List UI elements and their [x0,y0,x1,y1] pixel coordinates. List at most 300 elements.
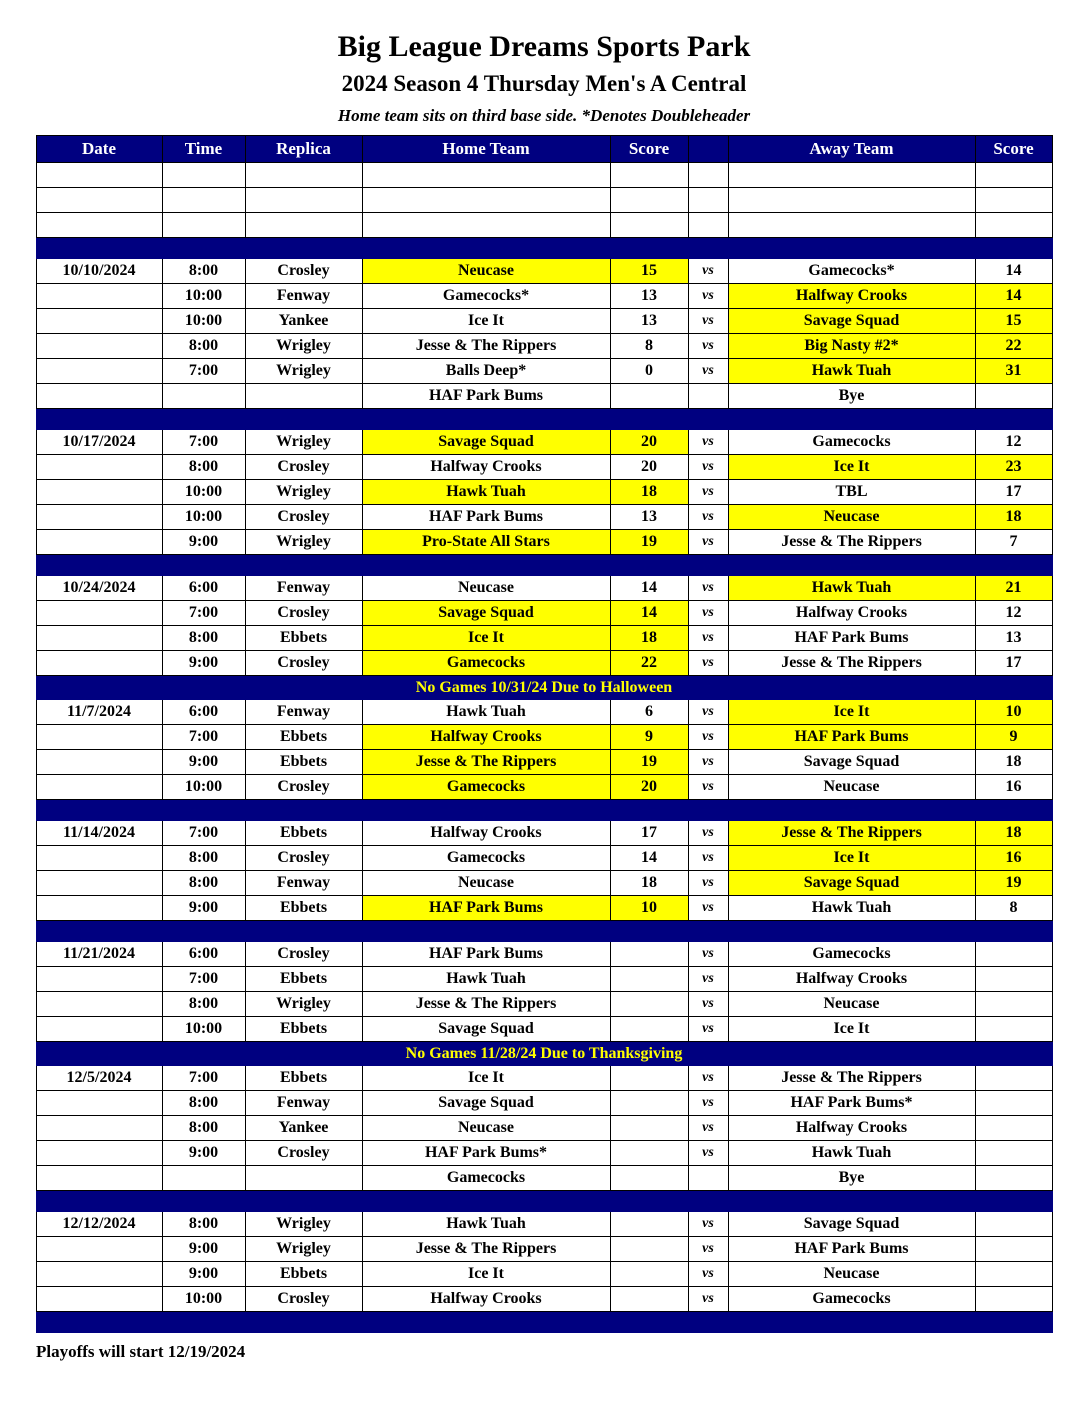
date-cell [36,1116,162,1141]
date-cell [36,188,162,213]
replica-cell: Crosley [245,846,362,871]
away-cell: Hawk Tuah [728,1141,975,1166]
date-cell [36,284,162,309]
separator-row [36,555,1052,576]
home-score-cell [610,1212,688,1237]
home-score-cell: 14 [610,601,688,626]
separator-row [36,1191,1052,1212]
date-cell [36,775,162,800]
date-cell: 10/17/2024 [36,430,162,455]
vs-cell: vs [688,530,728,555]
home-cell: Savage Squad [362,601,610,626]
time-cell: 10:00 [162,480,245,505]
away-cell [728,163,975,188]
home-cell: Gamecocks [362,1166,610,1191]
away-score-cell [975,213,1052,238]
home-score-cell [610,942,688,967]
home-score-cell [610,1287,688,1312]
home-cell: Ice It [362,1262,610,1287]
away-cell: Jesse & The Rippers [728,530,975,555]
date-cell [36,480,162,505]
time-cell: 8:00 [162,259,245,284]
schedule-table [36,135,1053,1333]
date-cell [36,725,162,750]
replica-cell: Wrigley [245,992,362,1017]
notice-cell: No Games 11/28/24 Due to Thanksgiving [36,1042,1052,1066]
away-score-cell [975,1116,1052,1141]
replica-cell: Fenway [245,1091,362,1116]
home-score-cell: 17 [610,821,688,846]
replica-cell: Wrigley [245,359,362,384]
date-cell [36,967,162,992]
replica-cell: Wrigley [245,334,362,359]
replica-cell: Crosley [245,775,362,800]
home-score-cell: 18 [610,626,688,651]
header-vs [688,136,728,163]
game-row [36,455,1052,480]
date-cell [36,871,162,896]
game-row [36,1066,1052,1091]
time-cell: 8:00 [162,1212,245,1237]
away-cell: Gamecocks [728,1287,975,1312]
home-score-cell: 20 [610,430,688,455]
home-cell: HAF Park Bums [362,384,610,409]
home-score-cell: 19 [610,530,688,555]
away-score-cell: 12 [975,601,1052,626]
separator-cell [36,1191,1052,1212]
separator-cell [36,921,1052,942]
home-score-cell: 20 [610,455,688,480]
vs-cell: vs [688,1141,728,1166]
away-cell: Savage Squad [728,750,975,775]
replica-cell: Ebbets [245,750,362,775]
away-score-cell: 13 [975,626,1052,651]
time-cell: 7:00 [162,1066,245,1091]
date-cell [36,1166,162,1191]
replica-cell [245,213,362,238]
replica-cell: Crosley [245,651,362,676]
replica-cell [245,188,362,213]
time-cell: 8:00 [162,871,245,896]
replica-cell: Ebbets [245,1262,362,1287]
home-score-cell: 13 [610,309,688,334]
time-cell: 9:00 [162,651,245,676]
game-row [36,359,1052,384]
home-score-cell: 13 [610,284,688,309]
away-cell: Gamecocks* [728,259,975,284]
away-score-cell [975,163,1052,188]
replica-cell: Crosley [245,601,362,626]
time-cell: 9:00 [162,1237,245,1262]
vs-cell: vs [688,359,728,384]
separator-row [36,800,1052,821]
home-cell: Ice It [362,1066,610,1091]
home-cell: Ice It [362,626,610,651]
date-cell [36,896,162,921]
replica-cell: Ebbets [245,725,362,750]
game-row [36,871,1052,896]
game-row [36,992,1052,1017]
vs-cell [688,188,728,213]
header-home-team: Home Team [362,136,610,163]
away-score-cell: 19 [975,871,1052,896]
blank-row [36,188,1052,213]
game-row [36,1262,1052,1287]
vs-cell: vs [688,821,728,846]
home-cell: HAF Park Bums* [362,1141,610,1166]
game-row [36,309,1052,334]
time-cell: 7:00 [162,601,245,626]
vs-cell: vs [688,775,728,800]
game-row [36,942,1052,967]
game-row [36,259,1052,284]
header-date: Date [36,136,162,163]
home-cell: Ice It [362,309,610,334]
home-score-cell: 9 [610,725,688,750]
vs-cell: vs [688,967,728,992]
page-subtitle: 2024 Season 4 Thursday Men's A Central [341,71,747,96]
date-cell [36,1091,162,1116]
vs-cell: vs [688,1262,728,1287]
home-score-cell: 20 [610,775,688,800]
schedule-body [36,163,1052,1333]
vs-cell: vs [688,846,728,871]
date-cell [36,601,162,626]
home-score-cell [610,1017,688,1042]
home-score-cell: 8 [610,334,688,359]
home-cell: Jesse & The Rippers [362,334,610,359]
game-row [36,1017,1052,1042]
away-score-cell: 15 [975,309,1052,334]
separator-row [36,409,1052,430]
time-cell: 7:00 [162,725,245,750]
separator-row [36,921,1052,942]
home-cell: Savage Squad [362,1017,610,1042]
game-row [36,775,1052,800]
time-cell: 10:00 [162,1017,245,1042]
replica-cell: Ebbets [245,967,362,992]
away-cell: HAF Park Bums* [728,1091,975,1116]
replica-cell: Wrigley [245,1212,362,1237]
home-score-cell [610,1091,688,1116]
away-score-cell [975,967,1052,992]
game-row [36,1116,1052,1141]
away-score-cell [975,1287,1052,1312]
away-score-cell [975,1017,1052,1042]
time-cell: 10:00 [162,505,245,530]
time-cell [162,1166,245,1191]
away-cell: Halfway Crooks [728,601,975,626]
replica-cell: Fenway [245,700,362,725]
away-score-cell: 14 [975,259,1052,284]
away-score-cell: 16 [975,846,1052,871]
vs-cell: vs [688,334,728,359]
home-cell: HAF Park Bums [362,942,610,967]
time-cell: 10:00 [162,1287,245,1312]
home-score-cell: 13 [610,505,688,530]
vs-cell: vs [688,992,728,1017]
time-cell: 9:00 [162,530,245,555]
schedule-note: Home team sits on third base side. *Denotes Doubleheader [337,106,751,125]
date-cell [36,626,162,651]
vs-cell: vs [688,750,728,775]
away-score-cell: 31 [975,359,1052,384]
away-cell: Ice It [728,846,975,871]
time-cell: 8:00 [162,1116,245,1141]
away-score-cell [975,188,1052,213]
away-score-cell: 9 [975,725,1052,750]
home-cell: Gamecocks [362,651,610,676]
date-cell [36,359,162,384]
date-cell [36,651,162,676]
vs-cell: vs [688,1287,728,1312]
date-cell [36,1237,162,1262]
replica-cell: Wrigley [245,530,362,555]
notice-row [36,676,1052,700]
away-cell: Gamecocks [728,942,975,967]
game-row [36,480,1052,505]
game-row [36,576,1052,601]
vs-cell: vs [688,576,728,601]
playoffs-footer: Playoffs will start 12/19/2024 [36,1342,246,1361]
away-cell [728,213,975,238]
game-row [36,821,1052,846]
vs-cell: vs [688,259,728,284]
vs-cell: vs [688,1017,728,1042]
home-cell: Halfway Crooks [362,455,610,480]
away-score-cell [975,1091,1052,1116]
date-cell: 11/7/2024 [36,700,162,725]
time-cell: 7:00 [162,967,245,992]
date-cell [36,309,162,334]
date-cell [36,1262,162,1287]
away-cell: Jesse & The Rippers [728,651,975,676]
away-score-cell: 18 [975,821,1052,846]
vs-cell: vs [688,896,728,921]
time-cell: 8:00 [162,846,245,871]
away-cell: Neucase [728,505,975,530]
away-cell: Bye [728,384,975,409]
time-cell: 7:00 [162,821,245,846]
away-cell: Big Nasty #2* [728,334,975,359]
away-cell: Hawk Tuah [728,359,975,384]
time-cell: 9:00 [162,1141,245,1166]
date-cell: 10/24/2024 [36,576,162,601]
game-row [36,505,1052,530]
home-score-cell: 6 [610,700,688,725]
home-cell: Hawk Tuah [362,1212,610,1237]
home-score-cell: 19 [610,750,688,775]
away-score-cell: 16 [975,775,1052,800]
header-score-home: Score [610,136,688,163]
game-row [36,284,1052,309]
time-cell: 10:00 [162,309,245,334]
vs-cell [688,213,728,238]
game-row [36,725,1052,750]
away-score-cell: 12 [975,430,1052,455]
date-cell [36,334,162,359]
home-cell: Halfway Crooks [362,821,610,846]
replica-cell: Crosley [245,505,362,530]
home-score-cell: 14 [610,576,688,601]
home-cell: Hawk Tuah [362,967,610,992]
home-score-cell: 18 [610,480,688,505]
time-cell: 9:00 [162,896,245,921]
away-cell: Halfway Crooks [728,284,975,309]
away-score-cell: 8 [975,896,1052,921]
game-row [36,846,1052,871]
date-cell [36,750,162,775]
home-score-cell: 22 [610,651,688,676]
home-cell: Hawk Tuah [362,700,610,725]
vs-cell: vs [688,309,728,334]
away-score-cell [975,1237,1052,1262]
header-score-away: Score [975,136,1052,163]
time-cell: 10:00 [162,775,245,800]
home-score-cell: 10 [610,896,688,921]
replica-cell: Ebbets [245,821,362,846]
home-score-cell [610,1066,688,1091]
home-score-cell: 14 [610,846,688,871]
away-score-cell: 14 [975,284,1052,309]
game-row [36,1237,1052,1262]
notice-row [36,1042,1052,1066]
away-cell: Ice It [728,700,975,725]
away-score-cell: 22 [975,334,1052,359]
away-score-cell: 7 [975,530,1052,555]
date-cell [36,384,162,409]
home-cell: HAF Park Bums [362,505,610,530]
replica-cell: Wrigley [245,480,362,505]
separator-cell [36,555,1052,576]
replica-cell: Wrigley [245,430,362,455]
away-cell: Savage Squad [728,871,975,896]
home-cell: Neucase [362,1116,610,1141]
time-cell: 9:00 [162,750,245,775]
away-cell: Ice It [728,455,975,480]
home-score-cell [610,384,688,409]
game-row [36,530,1052,555]
replica-cell: Crosley [245,259,362,284]
replica-cell: Fenway [245,284,362,309]
time-cell: 7:00 [162,359,245,384]
separator-row [36,238,1052,259]
home-cell: Jesse & The Rippers [362,992,610,1017]
header-row [36,136,1052,163]
replica-cell [245,384,362,409]
home-score-cell [610,1237,688,1262]
header-replica: Replica [245,136,362,163]
game-row [36,700,1052,725]
time-cell: 8:00 [162,1091,245,1116]
date-cell [36,530,162,555]
replica-cell [245,1166,362,1191]
vs-cell: vs [688,1116,728,1141]
vs-cell: vs [688,942,728,967]
game-row [36,1141,1052,1166]
date-cell [36,1017,162,1042]
replica-cell: Fenway [245,576,362,601]
game-row [36,1212,1052,1237]
replica-cell: Ebbets [245,1066,362,1091]
time-cell [162,213,245,238]
away-cell: Jesse & The Rippers [728,1066,975,1091]
away-score-cell: 17 [975,480,1052,505]
vs-cell: vs [688,455,728,480]
vs-cell: vs [688,626,728,651]
game-row [36,896,1052,921]
date-cell: 10/10/2024 [36,259,162,284]
away-cell: HAF Park Bums [728,626,975,651]
away-score-cell [975,384,1052,409]
home-cell: Hawk Tuah [362,480,610,505]
time-cell: 6:00 [162,576,245,601]
away-cell: Halfway Crooks [728,967,975,992]
home-cell [362,213,610,238]
home-score-cell [610,1116,688,1141]
vs-cell: vs [688,1212,728,1237]
away-cell: Neucase [728,775,975,800]
home-cell: Neucase [362,576,610,601]
home-cell: Gamecocks [362,775,610,800]
replica-cell: Yankee [245,1116,362,1141]
date-cell [36,1287,162,1312]
date-cell [36,1141,162,1166]
separator-cell [36,800,1052,821]
home-cell: Halfway Crooks [362,1287,610,1312]
home-score-cell [610,163,688,188]
vs-cell: vs [688,601,728,626]
replica-cell: Ebbets [245,896,362,921]
away-cell: Hawk Tuah [728,896,975,921]
game-row [36,334,1052,359]
away-score-cell: 21 [975,576,1052,601]
time-cell: 6:00 [162,942,245,967]
vs-cell: vs [688,284,728,309]
replica-cell: Ebbets [245,626,362,651]
game-row [36,1091,1052,1116]
away-cell: Bye [728,1166,975,1191]
date-cell [36,163,162,188]
vs-cell: vs [688,700,728,725]
vs-cell: vs [688,1091,728,1116]
home-cell: Neucase [362,259,610,284]
vs-cell: vs [688,1237,728,1262]
replica-cell: Crosley [245,1287,362,1312]
home-score-cell [610,967,688,992]
replica-cell [245,163,362,188]
replica-cell: Crosley [245,1141,362,1166]
vs-cell [688,163,728,188]
away-score-cell [975,1166,1052,1191]
away-cell: Ice It [728,1017,975,1042]
vs-cell [688,384,728,409]
away-cell: HAF Park Bums [728,725,975,750]
away-score-cell [975,942,1052,967]
time-cell: 9:00 [162,1262,245,1287]
date-cell [36,213,162,238]
away-score-cell [975,1262,1052,1287]
date-cell: 12/12/2024 [36,1212,162,1237]
home-score-cell: 18 [610,871,688,896]
replica-cell: Crosley [245,942,362,967]
away-score-cell: 17 [975,651,1052,676]
header-away-team: Away Team [728,136,975,163]
time-cell: 6:00 [162,700,245,725]
time-cell [162,188,245,213]
home-cell: Savage Squad [362,1091,610,1116]
away-score-cell [975,1212,1052,1237]
